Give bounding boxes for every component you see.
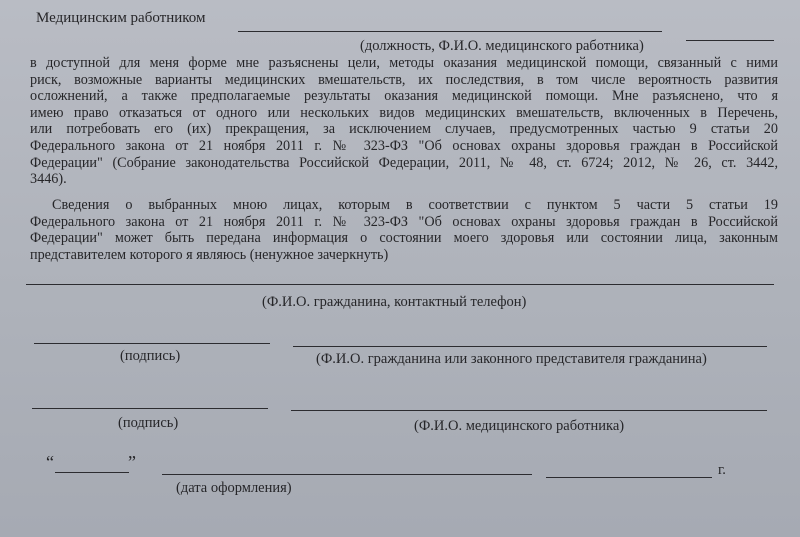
paragraph-line: Федерального закона от 21 ноября 2011 г. № 323-ФЗ "Об основах охраны здоровья граждан в Российской: [30, 213, 778, 230]
paragraph-line: или потребовать его (их) прекращения, за исключением случаев, предусмотренных частью 9 статьи 20: [30, 121, 778, 138]
date-close-quote: ”: [128, 452, 136, 472]
signature-2-caption: (подпись): [118, 415, 179, 431]
paragraph-line: Сведения о выбранных мною лицах, которым в соответствии с пунктом 5 части 5 статьи 19: [52, 197, 778, 213]
medical-worker-name-input-line[interactable]: [291, 410, 767, 411]
date-year-input-line[interactable]: [546, 477, 712, 478]
citizen-representative-input-line[interactable]: [293, 346, 767, 347]
medical-worker-input-line-end[interactable]: [686, 40, 774, 41]
paragraph-line: имею право отказаться от одного или нескольких видов медицинских вмешательств, включенных в Перечень,: [30, 104, 778, 121]
date-open-quote: “: [46, 452, 54, 472]
paragraph-line: риск, возможные варианты медицинских вмешательств, их последствия, в том числе вероятность развития: [30, 71, 778, 88]
medical-worker-caption: (должность, Ф.И.О. медицинского работника): [360, 38, 644, 54]
medical-worker-name-caption: (Ф.И.О. медицинского работника): [414, 418, 625, 434]
citizen-representative-caption: (Ф.И.О. гражданина или законного представителя гражданина): [316, 351, 707, 367]
date-day-input-line[interactable]: [55, 472, 129, 473]
signature-2-input-line[interactable]: [32, 408, 268, 409]
paragraph-line: Федерации" (Собрание законодательства Российской Федерации, 2011, № 48, ст. 6724; 2012, № 26, ст. 3442,: [30, 154, 778, 171]
paragraph-line: в доступной для меня форме мне разъяснены цели, методы оказания медицинской помощи, связанный с ними: [30, 55, 778, 71]
paragraph-line: осложнений, а также предполагаемые результаты оказания медицинской помощи. Мне разъяснено, что я: [30, 88, 778, 105]
medical-worker-input-line[interactable]: [238, 31, 662, 32]
date-month-input-line[interactable]: [162, 474, 532, 475]
paragraph-line: представителем которого я являюсь (ненужное зачеркнуть): [30, 246, 389, 263]
signature-1-caption: (подпись): [120, 348, 181, 364]
explained-paragraph: [30, 55, 778, 188]
paragraph-line: 3446).: [30, 171, 67, 188]
signature-1-input-line[interactable]: [34, 343, 270, 344]
date-caption: (дата оформления): [176, 480, 292, 496]
paragraph-line: Федерального закона от 21 ноября 2011 г. № 323-ФЗ "Об основах охраны здоровья граждан в Российской: [30, 137, 778, 154]
citizen-contact-caption: (Ф.И.О. гражданина, контактный телефон): [262, 294, 527, 310]
citizen-contact-input-line[interactable]: [26, 284, 774, 285]
medical-worker-label: Медицинским работником: [36, 10, 206, 26]
year-suffix: г.: [718, 462, 726, 478]
info-paragraph: [30, 197, 778, 263]
paragraph-line: Федерации" может быть передана информация о состоянии моего здоровья или состоянии лица, законным: [30, 230, 778, 247]
